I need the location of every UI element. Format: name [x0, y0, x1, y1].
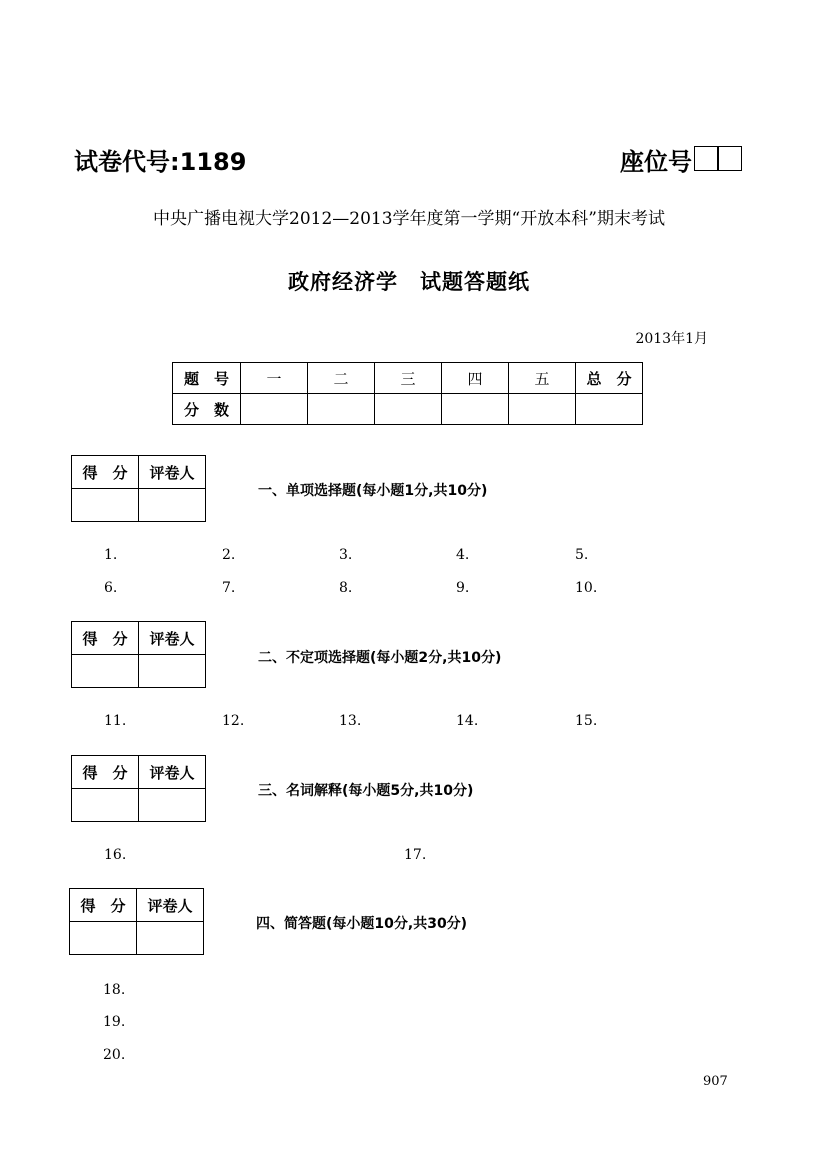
question-number: 11. — [104, 713, 127, 729]
question-number: 3. — [339, 547, 353, 563]
score-cell[interactable] — [70, 922, 137, 955]
section-title: 一、单项选择题(每小题1分,共10分) — [258, 483, 488, 499]
score-cell[interactable] — [576, 394, 643, 425]
score-table-header-row — [173, 363, 643, 394]
question-number: 2. — [222, 547, 236, 563]
grader-cell[interactable] — [139, 789, 206, 822]
score-cell[interactable] — [241, 394, 308, 425]
grader-label: 评卷人 — [137, 889, 204, 922]
question-number: 4. — [456, 547, 470, 563]
column-header: 二 — [308, 363, 375, 394]
question-number: 9. — [456, 580, 470, 596]
score-label: 得 分 — [70, 889, 137, 922]
score-cell[interactable] — [509, 394, 576, 425]
exam-code-label: 试卷代号:1189 — [74, 148, 247, 176]
question-number: 13. — [339, 713, 362, 729]
question-number: 20. — [103, 1047, 126, 1063]
question-number-label: 题 号 — [173, 363, 241, 394]
score-table — [172, 362, 643, 425]
question-number: 17. — [404, 847, 427, 863]
question-number: 14. — [456, 713, 479, 729]
question-number: 8. — [339, 580, 353, 596]
score-cell[interactable] — [308, 394, 375, 425]
score-label: 分 数 — [173, 394, 241, 425]
section-title: 四、简答题(每小题10分,共30分) — [256, 916, 468, 932]
grader-label: 评卷人 — [139, 622, 206, 655]
question-number: 10. — [575, 580, 598, 596]
score-cell[interactable] — [72, 789, 139, 822]
score-label: 得 分 — [72, 622, 139, 655]
score-label: 得 分 — [72, 756, 139, 789]
page-number: 907 — [703, 1074, 728, 1089]
question-number: 7. — [222, 580, 236, 596]
grader-box — [71, 755, 206, 822]
score-table-score-row — [173, 394, 643, 425]
grader-label: 评卷人 — [139, 756, 206, 789]
score-cell[interactable] — [72, 655, 139, 688]
grader-cell[interactable] — [139, 489, 206, 522]
column-header: 三 — [375, 363, 442, 394]
score-cell[interactable] — [72, 489, 139, 522]
section-title: 三、名词解释(每小题5分,共10分) — [258, 783, 474, 799]
grader-cell[interactable] — [139, 655, 206, 688]
question-number: 15. — [575, 713, 598, 729]
question-number: 6. — [104, 580, 118, 596]
column-header: 四 — [442, 363, 509, 394]
column-header: 五 — [509, 363, 576, 394]
column-header: 一 — [241, 363, 308, 394]
grader-box — [69, 888, 204, 955]
seat-box-2 — [718, 146, 742, 171]
grader-box — [71, 455, 206, 522]
section-title: 二、不定项选择题(每小题2分,共10分) — [258, 650, 502, 666]
total-header: 总 分 — [576, 363, 643, 394]
seat-number-label: 座位号 — [620, 148, 692, 176]
grader-cell[interactable] — [137, 922, 204, 955]
question-number: 19. — [103, 1014, 126, 1030]
exam-date: 2013年1月 — [635, 331, 708, 347]
question-number: 5. — [575, 547, 589, 563]
score-label: 得 分 — [72, 456, 139, 489]
score-cell[interactable] — [442, 394, 509, 425]
page-title: 政府经济学 试题答题纸 — [288, 270, 530, 294]
exam-subtitle: 中央广播电视大学2012—2013学年度第一学期“开放本科”期末考试 — [153, 209, 665, 229]
grader-label: 评卷人 — [139, 456, 206, 489]
question-number: 1. — [104, 547, 118, 563]
question-number: 18. — [103, 982, 126, 998]
grader-box — [71, 621, 206, 688]
question-number: 16. — [104, 847, 127, 863]
seat-box-1 — [694, 146, 718, 171]
score-cell[interactable] — [375, 394, 442, 425]
question-number: 12. — [222, 713, 245, 729]
